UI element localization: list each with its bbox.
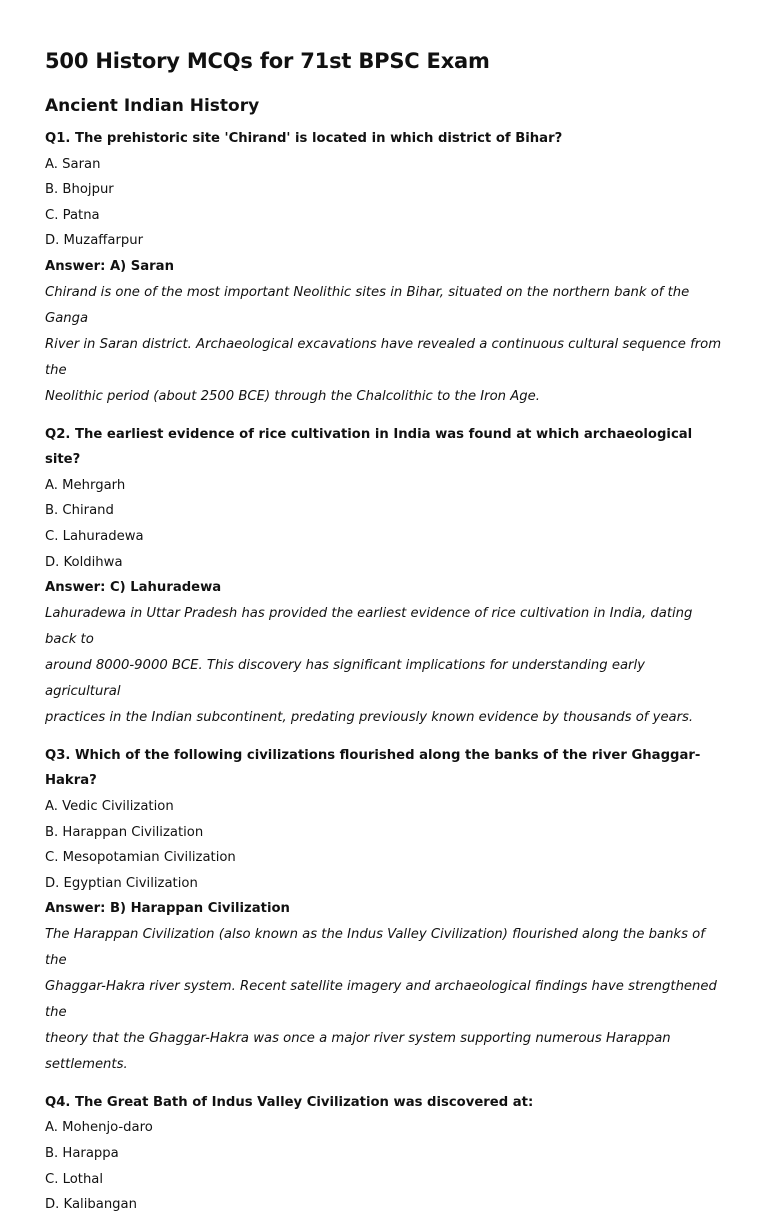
page-title: 500 History MCQs for 71st BPSC Exam <box>45 49 490 73</box>
section-heading: Ancient Indian History <box>45 96 260 116</box>
option: B. Harappa <box>45 1146 119 1162</box>
option: B. Harappan Civilization <box>45 824 204 840</box>
option: C. Lahuradewa <box>45 528 144 544</box>
explanation-line: Ghaggar-Hakra river system. Recent satellite imagery and archaeological findings have strengthened the <box>45 978 717 1020</box>
explanation-line: around 8000-9000 BCE. This discovery has significant implications for understanding early agricultural <box>45 657 645 699</box>
option: D. Kalibangan <box>45 1197 137 1213</box>
answer: Answer: B) Harappan Civilization <box>45 901 290 917</box>
option: D. Egyptian Civilization <box>45 875 198 891</box>
option: A. Saran <box>45 156 101 172</box>
question-block <box>45 422 723 731</box>
option: C. Lothal <box>45 1171 104 1187</box>
explanation-line: practices in the Indian subcontinent, predating previously known evidence by thousands of years. <box>45 709 694 725</box>
option: B. Chirand <box>45 503 114 519</box>
option: C. Patna <box>45 207 100 223</box>
option: A. Vedic Civilization <box>45 798 174 814</box>
explanation-line: Neolithic period (about 2500 BCE) through the Chalcolithic to the Iron Age. <box>45 388 540 404</box>
question-text: Q2. The earliest evidence of rice cultivation in India was found at which archaeological site? <box>45 426 693 468</box>
question-text: Q3. Which of the following civilizations flourished along the banks of the river Ghaggar-Hakra? <box>45 747 701 789</box>
question-list <box>45 126 723 1218</box>
question-block <box>45 1090 723 1218</box>
explanation-line: theory that the Ghaggar-Hakra was once a major river system supporting numerous Harappan settlements. <box>45 1030 671 1072</box>
answer: Answer: A) Saran <box>45 258 174 274</box>
question-text: Q4. The Great Bath of Indus Valley Civilization was discovered at: <box>45 1094 534 1110</box>
option: D. Koldihwa <box>45 554 123 570</box>
explanation-line: Chirand is one of the most important Neolithic sites in Bihar, situated on the northern bank of the Ganga <box>45 284 690 326</box>
option: B. Bhojpur <box>45 182 114 198</box>
question-block <box>45 126 723 410</box>
option: C. Mesopotamian Civilization <box>45 850 236 866</box>
answer: Answer: C) Lahuradewa <box>45 580 222 596</box>
option: A. Mehrgarh <box>45 477 126 493</box>
explanation-line: The Harappan Civilization (also known as the Indus Valley Civilization) flourished along the banks of the <box>45 926 705 968</box>
option: D. Muzaffarpur <box>45 233 144 249</box>
explanation-line: Lahuradewa in Uttar Pradesh has provided the earliest evidence of rice cultivation in India, dating back to <box>45 605 693 647</box>
option: A. Mohenjo-daro <box>45 1120 153 1136</box>
question-block <box>45 743 723 1078</box>
explanation-line: River in Saran district. Archaeological excavations have revealed a continuous cultural sequence from the <box>45 336 722 378</box>
question-text: Q1. The prehistoric site 'Chirand' is located in which district of Bihar? <box>45 131 563 146</box>
